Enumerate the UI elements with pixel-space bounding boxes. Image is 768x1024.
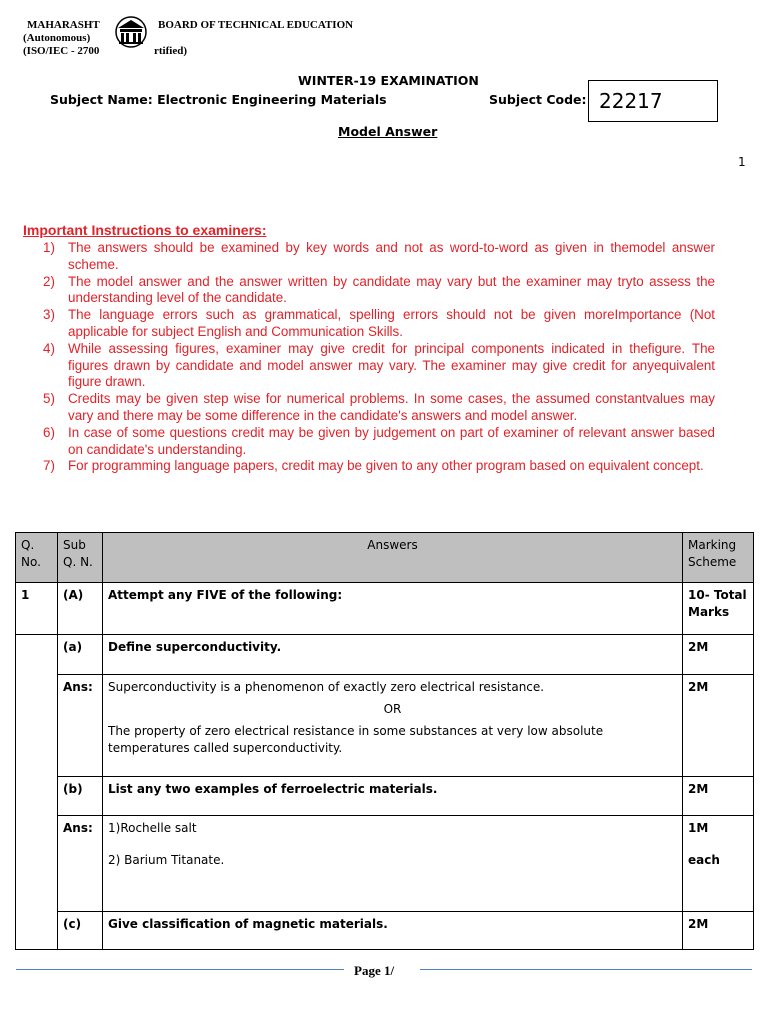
org-iso-left: (ISO/IEC - 2700: [23, 45, 100, 57]
instruction-number: 5): [43, 391, 55, 407]
answer-line: 1)Rochelle salt: [108, 821, 197, 835]
org-iso-right: rtified): [154, 45, 187, 57]
answer-text: [103, 816, 683, 912]
answer-or: OR: [383, 702, 402, 716]
question-text: Attempt any FIVE of the following:: [103, 583, 683, 635]
table-row: [16, 912, 754, 950]
marks: 2M: [683, 912, 754, 950]
instruction-item: [23, 391, 715, 425]
subject-code: 22217: [599, 89, 663, 113]
table-row: [16, 635, 754, 675]
instruction-text: The model answer and the answer written by candidate may vary but the examiner may tryto assess the understanding level of the candidate.: [68, 273, 715, 306]
marks: 2M: [683, 635, 754, 675]
org-name-line1-right: BOARD OF TECHNICAL EDUCATION: [158, 19, 354, 31]
question-text: Define superconductivity.: [103, 635, 683, 675]
model-answer-title: Model Answer: [338, 124, 438, 139]
exam-title: WINTER-19 EXAMINATION: [298, 73, 479, 88]
question-text: Give classification of magnetic materials.: [103, 912, 683, 950]
marks: 2M: [683, 777, 754, 816]
instruction-item: [23, 458, 715, 475]
table-row: [16, 777, 754, 816]
instruction-item: [23, 274, 715, 308]
instruction-number: 2): [43, 273, 55, 289]
sub-question: (A): [58, 583, 103, 635]
table-row: [16, 583, 754, 635]
instruction-item: [23, 307, 715, 341]
answers-table: [15, 532, 754, 950]
table-header-row: [16, 533, 754, 583]
sub-question: (c): [58, 912, 103, 950]
org-autonomous: (Autonomous): [23, 32, 91, 44]
page-number: 1: [738, 155, 746, 169]
question-text: List any two examples of ferroelectric materials.: [103, 777, 683, 816]
question-number-empty: [16, 635, 58, 950]
table-row: [16, 816, 754, 912]
marks-line: 1M: [688, 821, 709, 835]
instruction-item: [23, 425, 715, 459]
header-q-no: Q. No.: [16, 533, 58, 583]
subject-code-label: Subject Code:: [489, 92, 587, 107]
header-answers: Answers: [103, 533, 683, 583]
footer-rule-left: [16, 969, 344, 970]
footer-page: Page 1/: [354, 963, 395, 978]
instruction-number: 7): [43, 458, 55, 474]
header-marking: Marking Scheme: [683, 533, 754, 583]
answer-label: Ans:: [58, 675, 103, 777]
marks-line: each: [688, 853, 720, 867]
sub-question: (a): [58, 635, 103, 675]
instruction-text: Credits may be given step wise for numerical problems. In some cases, the assumed constantvalues may vary and there may be some difference in the candidate's answers and model answer.: [68, 391, 715, 423]
instruction-number: 6): [43, 424, 55, 440]
answer-label: Ans:: [58, 816, 103, 912]
instruction-text: For programming language papers, credit may be given to any other program based on equivalent concept.: [68, 458, 704, 474]
marks: 10- Total Marks: [683, 583, 754, 635]
footer-rule-right: [420, 969, 752, 970]
answer-text: [103, 675, 683, 777]
table-row: [16, 675, 754, 777]
instructions-list: [23, 240, 715, 475]
answer-line: 2) Barium Titanate.: [108, 853, 225, 867]
answer-line: Superconductivity is a phenomenon of exactly zero electrical resistance.: [108, 680, 545, 694]
instruction-item: [23, 341, 715, 391]
instruction-number: 4): [43, 340, 55, 356]
answer-line: The property of zero electrical resistance in some substances at very low absolute temperatures called superconductivity.: [108, 724, 604, 755]
instruction-text: The language errors such as grammatical, spelling errors should not be given moreImportance (Not applicable for subject English and Communication Skills.: [68, 307, 715, 339]
instruction-text: In case of some questions credit may be given by judgement on part of examiner of relevant answer based on candidate's understanding.: [68, 424, 715, 457]
question-number: 1: [16, 583, 58, 635]
instructions-heading: Important Instructions to examiners:: [23, 222, 267, 238]
instruction-text: The answers should be examined by key words and not as word-to-word as given in themodel answer scheme.: [68, 240, 715, 272]
instruction-number: 3): [43, 307, 55, 323]
org-name-line1-left: MAHARASHT: [27, 19, 100, 31]
board-logo: [108, 14, 154, 50]
marks: 2M: [683, 675, 754, 777]
header-sub-qn: Sub Q. N.: [58, 533, 103, 583]
instruction-text: While assessing figures, examiner may give credit for principal components indicated in thefigure. The figures drawn by candidate and model answer may vary. The examiner may give credit for anyequivalent figure drawn.: [68, 340, 715, 390]
sub-question: (b): [58, 777, 103, 816]
marks: [683, 816, 754, 912]
subject-code-box: [588, 80, 718, 122]
instruction-number: 1): [43, 240, 55, 255]
instruction-item: [23, 240, 715, 274]
subject-name: Subject Name: Electronic Engineering Materials: [50, 92, 387, 107]
